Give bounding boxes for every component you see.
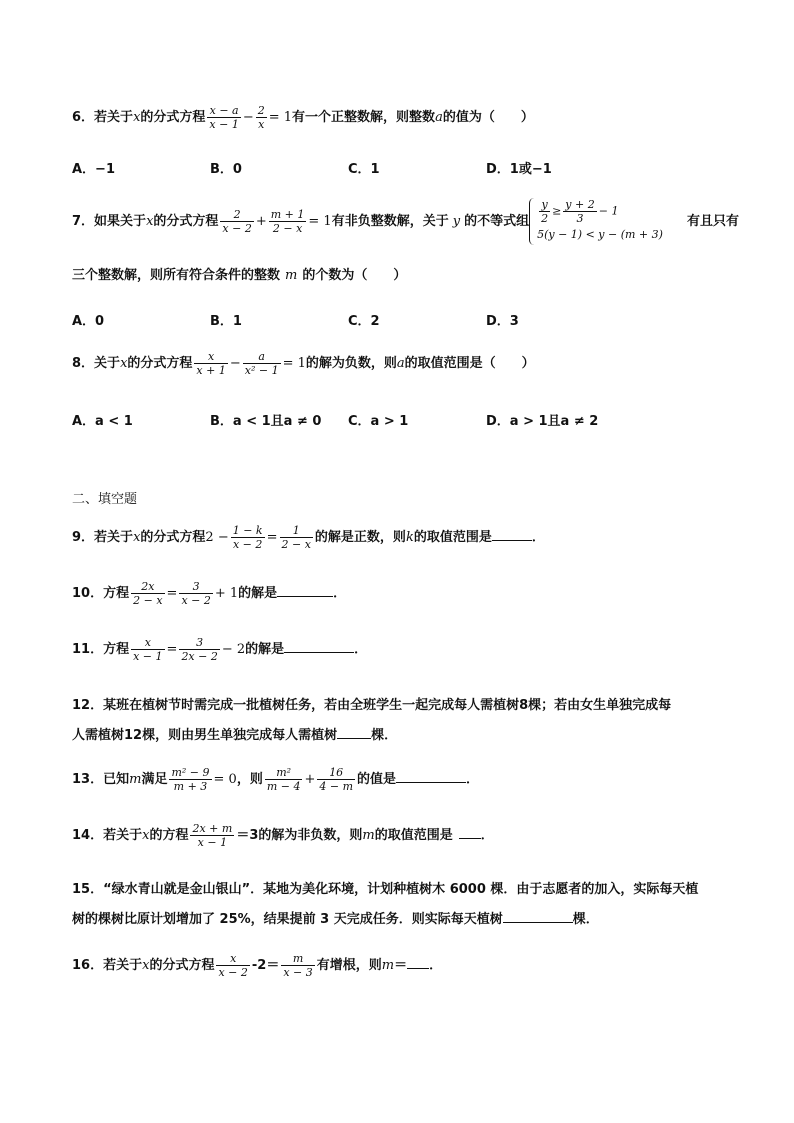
q11-answer-blank[interactable] bbox=[284, 640, 354, 653]
q6-option-d[interactable]: D．1或−1 bbox=[486, 162, 552, 177]
q10-fraction-2: $\frac{3}{x - 2}$ bbox=[181, 580, 211, 607]
q9-fraction-2: $\frac{1}{2 - x}$ bbox=[281, 524, 311, 551]
q11-number: 11． bbox=[72, 642, 104, 657]
q7-number: 7． bbox=[72, 214, 95, 229]
q10-answer-blank[interactable] bbox=[277, 584, 333, 597]
question-6: 6．若关于x的分式方程 $\frac{x - a}{x - 1}$ − $\frac{2}{x}$ = 1有一个正整数解，则整数a的值为（ ） bbox=[72, 104, 534, 131]
q13-fraction-3: $\frac{16}{4 - m}$ bbox=[319, 766, 354, 793]
q7-option-b[interactable]: B．1 bbox=[210, 314, 242, 329]
question-16: 16．若关于x的分式方程 $\frac{x}{x - 2}$ -2＝ $\frac{m}{x - 3}$ 有增根，则m＝ ． bbox=[72, 952, 443, 979]
q7-option-a[interactable]: A．0 bbox=[72, 314, 105, 329]
q8-option-b[interactable]: B．a < 1且a ≠ 0 bbox=[210, 414, 322, 429]
q7-fraction-2: $\frac{m + 1}{2 - x}$ bbox=[270, 208, 305, 235]
q13-number: 13． bbox=[72, 772, 104, 787]
q7-inequality-system: $\frac{y}{2}$ ≥ $\frac{y + 2}{3}$ − 1 5(y − 1) < y − (m + 3) bbox=[529, 198, 663, 245]
q14-number: 14． bbox=[72, 828, 104, 843]
q7-option-c[interactable]: C．2 bbox=[348, 314, 380, 329]
q14-answer-blank[interactable] bbox=[459, 826, 481, 839]
q11-fraction-1: $\frac{x}{x - 1}$ bbox=[133, 636, 163, 663]
q6-option-b[interactable]: B．0 bbox=[210, 162, 242, 177]
q8-option-c[interactable]: C．a > 1 bbox=[348, 414, 409, 429]
question-9: 9．若关于x的分式方程2 − $\frac{1 - k}{x - 2}$ = $\frac{1}{2 - x}$ 的解是正数，则k的取值范围是 ． bbox=[72, 524, 545, 551]
question-13: 13．已知m满足 $\frac{\text{m² − 9}}{m + 3}$ = 0，则 $\frac{\text{m²}}{m - 4}$ + $\frac{16}{4 - m}$ 的值是 ． bbox=[72, 766, 480, 793]
question-11: 11．方程 $\frac{x}{x - 1}$ = $\frac{3}{2x - 2}$ − 2的解是 ． bbox=[72, 636, 368, 663]
q8-option-a[interactable]: A．a < 1 bbox=[72, 414, 133, 429]
q9-number: 9． bbox=[72, 530, 95, 545]
q16-answer-blank[interactable] bbox=[407, 956, 429, 969]
question-14: 14．若关于x的方程 $\frac{2x + m}{x - 1}$ ＝3的解为非负数，则m的取值范围是 ． bbox=[72, 822, 494, 849]
section-title-fill-in: 二、填空题 bbox=[72, 492, 138, 507]
question-7: 7．如果关于x的分式方程 $\frac{2}{x - 2}$ + $\frac{m + 1}{2 - x}$ = 1有非负整数解，关于 y 的不等式组 $\frac{y}{2}$ ≥ $\frac{y + 2}{3}$ − 1 5(y − 1) < y − (m + 3) 有且只有 bbox=[72, 198, 739, 245]
q9-fraction-1: $\frac{1 - k}{x - 2}$ bbox=[232, 524, 263, 551]
question-15: 15．“绿水青山就是金山银山”．某地为美化环境，计划种植树木 6000 棵．由于志愿者的加入，实际每天植 bbox=[72, 882, 699, 897]
q8-fraction-1: $\frac{x}{x + 1}$ bbox=[196, 350, 226, 377]
q8-fraction-2: $\frac{a}{\text{x² − 1}}$ bbox=[244, 350, 279, 377]
q16-number: 16． bbox=[72, 958, 104, 973]
q16-fraction-1: $\frac{x}{x - 2}$ bbox=[218, 952, 248, 979]
q13-fraction-1: $\frac{\text{m² − 9}}{m + 3}$ bbox=[171, 766, 210, 793]
q6-option-c[interactable]: C．1 bbox=[348, 162, 380, 177]
question-7-line-2: 三个整数解，则所有符合条件的整数 m 的个数为（ ） bbox=[72, 268, 407, 283]
q7-option-d[interactable]: D．3 bbox=[486, 314, 519, 329]
q6-fraction-2: $\frac{2}{x}$ bbox=[257, 104, 265, 131]
q15-answer-blank[interactable] bbox=[503, 910, 573, 923]
q13-answer-blank[interactable] bbox=[396, 770, 466, 783]
q7-fraction-1: $\frac{2}{x - 2}$ bbox=[222, 208, 252, 235]
q8-number: 8． bbox=[72, 356, 95, 371]
q16-fraction-2: $\frac{m}{x - 3}$ bbox=[283, 952, 313, 979]
q9-answer-blank[interactable] bbox=[492, 528, 532, 541]
q10-fraction-1: $\frac{2x}{2 - x}$ bbox=[133, 580, 163, 607]
q6-fraction-1: $\frac{x - a}{x - 1}$ bbox=[209, 104, 239, 131]
question-12: 12．某班在植树节时需完成一批植树任务，若由全班学生一起完成每人需植树8棵；若由女生单独完成每 bbox=[72, 698, 672, 713]
q14-fraction-1: $\frac{2x + m}{x - 1}$ bbox=[192, 822, 233, 849]
q6-number: 6． bbox=[72, 110, 95, 125]
q13-fraction-2: $\frac{\text{m²}}{m - 4}$ bbox=[266, 766, 301, 793]
q11-fraction-2: $\frac{3}{2x - 2}$ bbox=[181, 636, 218, 663]
question-12-line-2: 人需植树12棵，则由男生单独完成每人需植树 棵． bbox=[72, 728, 398, 743]
q6-option-a[interactable]: A．−1 bbox=[72, 162, 115, 177]
q10-number: 10． bbox=[72, 586, 104, 601]
question-10: 10．方程 $\frac{2x}{2 - x}$ = $\frac{3}{x - 2}$ + 1的解是 ． bbox=[72, 580, 347, 607]
brace-icon bbox=[529, 198, 534, 245]
question-8: 8．关于x的分式方程 $\frac{x}{x + 1}$ − $\frac{a}{\text{x² − 1}}$ = 1的解为负数，则a的取值范围是（ ） bbox=[72, 350, 535, 377]
question-15-line-2: 树的棵树比原计划增加了 25%，结果提前 3 天完成任务．则实际每天植树 棵． bbox=[72, 912, 599, 927]
q8-option-d[interactable]: D．a > 1且a ≠ 2 bbox=[486, 414, 599, 429]
q12-answer-blank[interactable] bbox=[337, 726, 371, 739]
